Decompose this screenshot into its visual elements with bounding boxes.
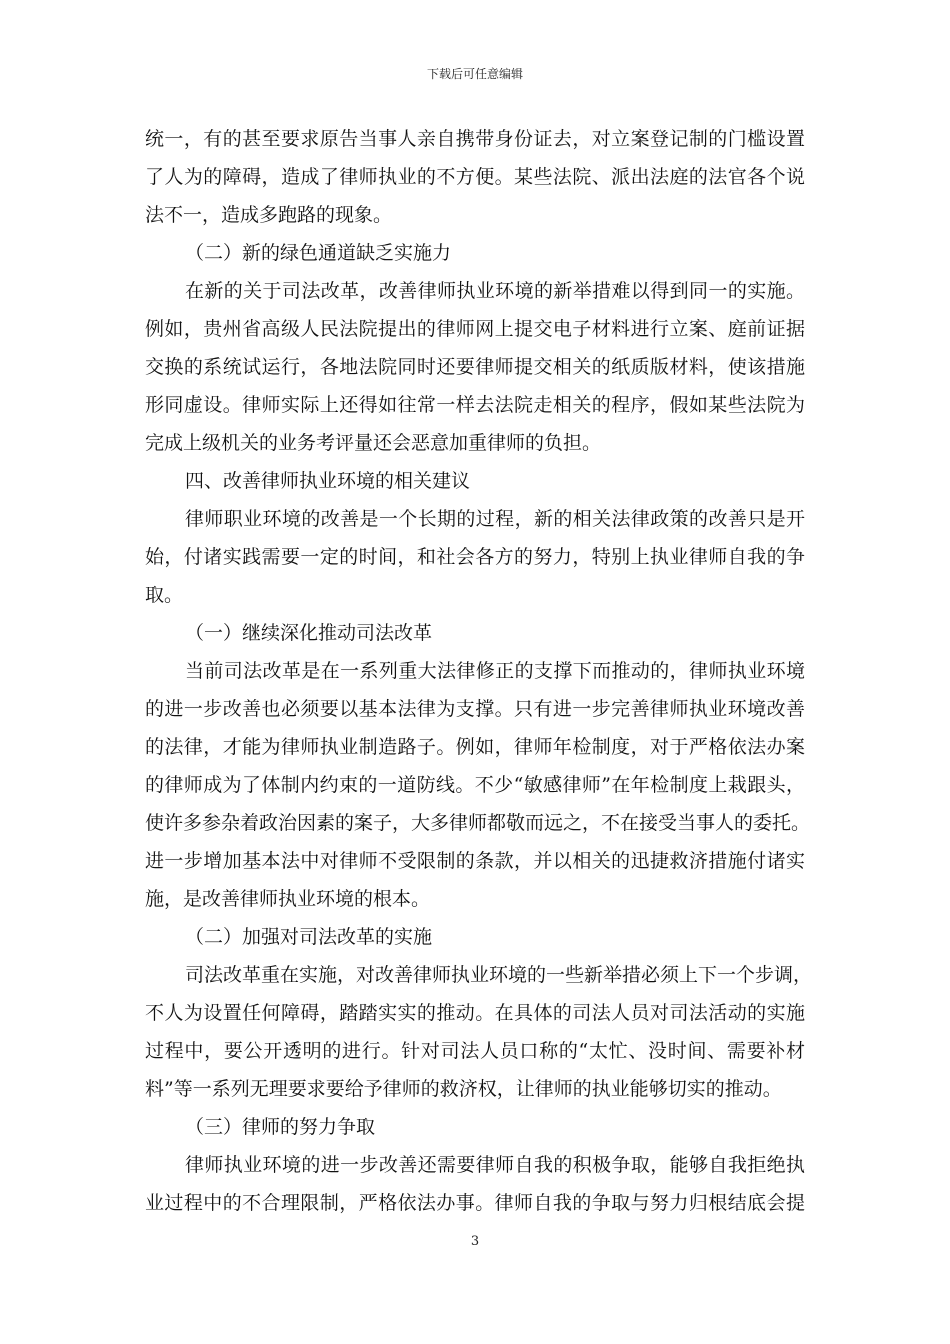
section-heading: （二）新的绿色通道缺乏实施力 (185, 242, 452, 264)
body-line: 业过程中的不合理限制，严格依法办事。律师自我的争取与努力归根结底会提 (145, 1192, 805, 1214)
body-line: 的法律，才能为律师执业制造路子。例如，律师年检制度，对于严格依法办案 (145, 736, 805, 758)
page-header: 下载后可任意编辑 (426, 67, 523, 81)
paragraph-first-line: 律师执业环境的进一步改善还需要律师自我的积极争取，能够自我拒绝执 (185, 1154, 805, 1176)
body-line: 使许多参杂着政治因素的案子，大多律师都敬而远之，不在接受当事人的委托。 (145, 812, 811, 834)
body-line: 取。 (145, 584, 184, 606)
paragraph-first-line: 律师职业环境的改善是一个长期的过程，新的相关法律政策的改善只是开 (185, 508, 805, 530)
body-line: 施，是改善律师执业环境的根本。 (145, 888, 431, 910)
body-line: 交换的系统试运行，各地法院同时还要律师提交相关的纸质版材料，使该措施 (145, 356, 805, 378)
body-line: 法不一，造成多跑路的现象。 (145, 204, 393, 226)
section-heading: 四、改善律师执业环境的相关建议 (185, 470, 471, 492)
body-line: 统一，有的甚至要求原告当事人亲自携带身份证去，对立案登记制的门槛设置 (145, 128, 805, 150)
body-line: 进一步增加基本法中对律师不受限制的条款，并以相关的迅捷救济措施付诸实 (145, 850, 805, 872)
document-body (145, 120, 813, 1222)
body-line: 料”等一系列无理要求要给予律师的救济权，让律师的执业能够切实的推动。 (145, 1078, 782, 1100)
body-line: 形同虚设。律师实际上还得如往常一样去法院走相关的程序，假如某些法院为 (145, 394, 805, 416)
body-line: 的律师成为了体制内约束的一道防线。不少“敏感律师”在年检制度上栽跟头， (145, 774, 805, 796)
paragraph-first-line: 在新的关于司法改革，改善律师执业环境的新举措难以得到同一的实施。 (185, 280, 805, 302)
page-number: 3 (470, 1234, 480, 1249)
paragraph-first-line: 司法改革重在实施，对改善律师执业环境的一些新举措必须上下一个步调， (185, 964, 813, 986)
body-line: 过程中，要公开透明的进行。针对司法人员口称的“太忙、没时间、需要补材 (145, 1040, 805, 1062)
body-line: 的进一步改善也必须要以基本法律为支撑。只有进一步完善律师执业环境改善 (145, 698, 805, 720)
section-heading: （一）继续深化推动司法改革 (185, 622, 433, 644)
section-heading: （二）加强对司法改革的实施 (185, 926, 433, 948)
paragraph-first-line: 当前司法改革是在一系列重大法律修正的支撑下而推动的，律师执业环境 (185, 660, 805, 682)
body-line: 了人为的障碍，造成了律师执业的不方便。某些法院、派出法庭的法官各个说 (145, 166, 805, 188)
body-line: 不人为设置任何障碍，踏踏实实的推动。在具体的司法人员对司法活动的实施 (145, 1002, 805, 1024)
body-line: 例如，贵州省高级人民法院提出的律师网上提交电子材料进行立案、庭前证据 (145, 318, 805, 340)
section-heading: （三）律师的努力争取 (185, 1116, 376, 1138)
body-line: 始，付诸实践需要一定的时间，和社会各方的努力，特别上执业律师自我的争 (145, 546, 805, 568)
body-line: 完成上级机关的业务考评量还会恶意加重律师的负担。 (145, 432, 602, 454)
